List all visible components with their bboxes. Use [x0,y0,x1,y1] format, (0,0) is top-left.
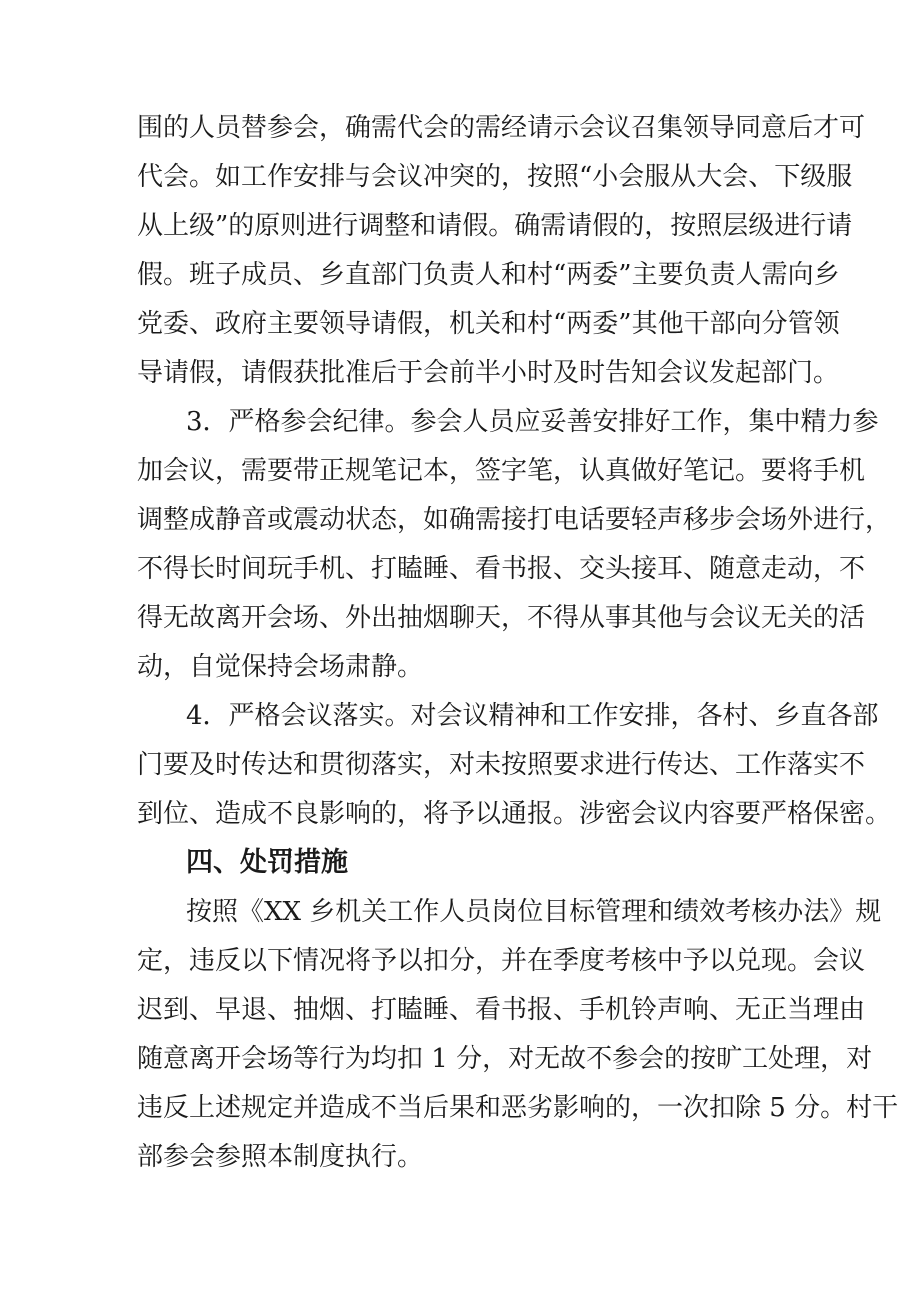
paragraph-line: 部参会参照本制度执行。 [137,1142,424,1172]
paragraph-line: 门要及时传达和贯彻落实，对未按照要求进行传达、工作落实不 [137,750,866,780]
paragraph-line: 动，自觉保持会场肃静。 [137,652,424,682]
paragraph-line: 调整成静音或震动状态，如确需接打电话要轻声移步会场外进行， [137,505,892,535]
paragraph-line: 迟到、早退、抽烟、打瞌睡、看书报、手机铃声响、无正当理由 [137,995,866,1025]
paragraph-line: 加会议，需要带正规笔记本，签字笔，认真做好笔记。要将手机 [137,456,866,486]
paragraph-line: 按照《XX 乡机关工作人员岗位目标管理和绩效考核办法》规 [186,897,882,927]
paragraph-line: 得无故离开会场、外出抽烟聊天，不得从事其他与会议无关的活 [137,603,866,633]
section-heading: 四、处罚措施 [186,847,348,878]
paragraph-line: 不得长时间玩手机、打瞌睡、看书报、交头接耳、随意走动，不 [137,554,866,584]
paragraph-line: 随意离开会场等行为均扣 1 分，对无故不参会的按旷工处理，对 [137,1044,873,1074]
paragraph-line: 3．严格参会纪律。参会人员应妥善安排好工作，集中精力参 [186,407,879,437]
paragraph-line: 到位、造成不良影响的，将予以通报。涉密会议内容要严格保密。 [137,799,892,829]
paragraph-line: 4．严格会议落实。对会议精神和工作安排，各村、乡直各部 [186,701,879,731]
paragraph-line: 围的人员替参会，确需代会的需经请示会议召集领导同意后才可 [137,113,866,143]
paragraph-line: 代会。如工作安排与会议冲突的，按照“小会服从大会、下级服 [137,162,853,192]
paragraph-line: 假。班子成员、乡直部门负责人和村“两委”主要负责人需向乡 [137,260,840,290]
paragraph-line: 党委、政府主要领导请假，机关和村“两委”其他干部向分管领 [137,309,840,339]
paragraph-line: 违反上述规定并造成不当后果和恶劣影响的，一次扣除 5 分。村干 [137,1093,899,1123]
paragraph-line: 从上级”的原则进行调整和请假。确需请假的，按照层级进行请 [137,211,853,241]
paragraph-line: 导请假，请假获批准后于会前半小时及时告知会议发起部门。 [137,358,840,388]
paragraph-line: 定，违反以下情况将予以扣分，并在季度考核中予以兑现。会议 [137,946,866,976]
